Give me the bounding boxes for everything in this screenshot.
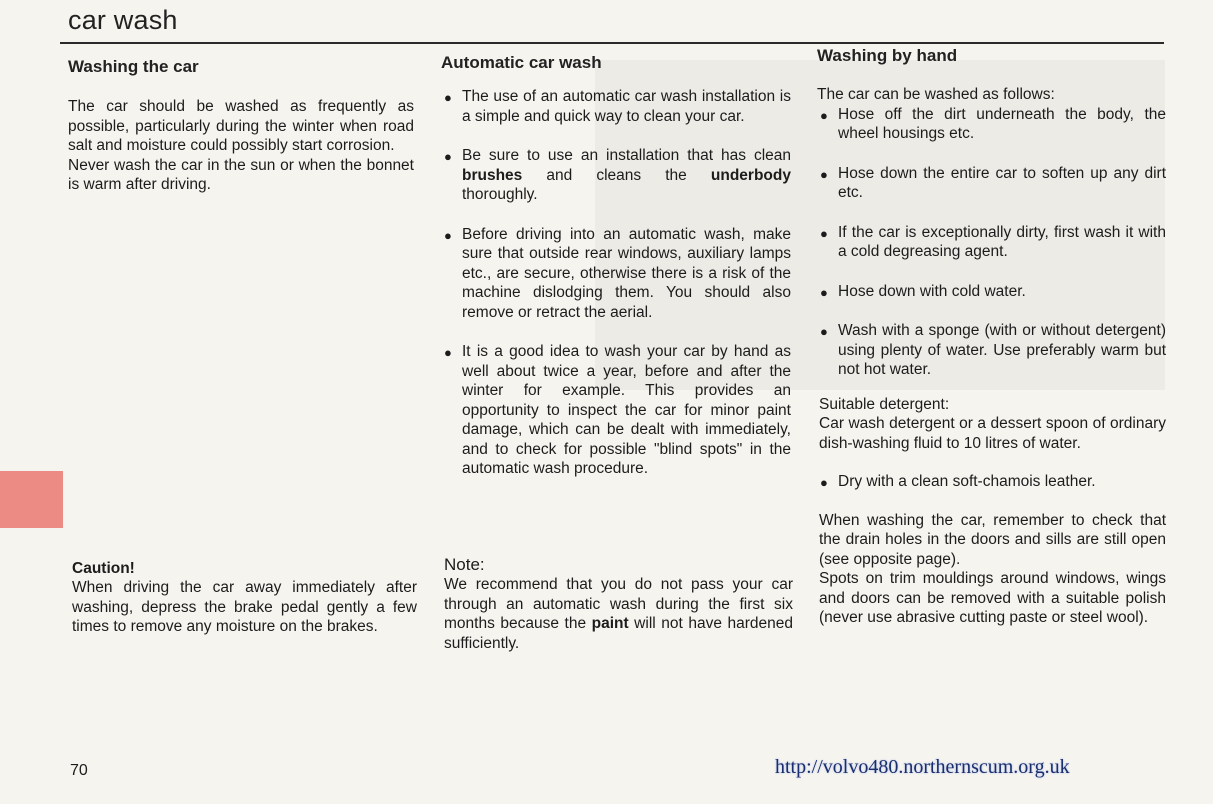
bullet-icon: ● <box>444 227 452 243</box>
bullet-icon: ● <box>820 107 828 123</box>
column-washing-by-hand <box>817 46 1166 628</box>
heading-automatic-car-wash: Automatic car wash <box>441 53 602 72</box>
bullet-icon: ● <box>820 475 828 490</box>
title-rule <box>60 42 1164 44</box>
section-marker-tab <box>0 471 63 528</box>
caution-text: When driving the car away immediately after washing, depress the brake pedal gently a few times to remove any moisture on the brakes. <box>72 579 417 635</box>
list-item <box>817 223 1166 262</box>
list-item <box>817 282 1166 302</box>
note-text <box>444 575 793 653</box>
note-block <box>444 555 793 653</box>
bullet-icon: ● <box>444 90 452 105</box>
list-item-text: The use of an automatic car wash installation is a simple and quick way to clean your car. <box>462 88 791 125</box>
bullet-icon: ● <box>444 149 452 164</box>
page-number: 70 <box>70 762 88 779</box>
note-heading: Note: <box>444 555 485 574</box>
caution-block <box>68 560 417 637</box>
bold-term-brushes: brushes <box>462 166 523 184</box>
bold-term-paint: paint <box>591 615 629 632</box>
note-text-part: will not have hardened sufficiently. <box>444 615 793 652</box>
washing-paragraph-2: Never wash the car in the sun or when the bonnet is warm after driving. <box>68 156 414 193</box>
caution-heading: Caution! <box>72 560 135 577</box>
list-item <box>817 105 1166 144</box>
bullet-icon: ● <box>820 284 828 300</box>
list-item <box>817 472 1166 492</box>
list-item-text: Be sure to use an installation that has clean <box>462 147 791 164</box>
list-item-text: thoroughly. <box>462 186 538 203</box>
heading-washing-the-car: Washing the car <box>68 57 199 76</box>
source-url-link[interactable]: http://volvo480.northernscum.org.uk <box>775 756 1070 778</box>
hand-wash-list <box>817 105 1166 380</box>
closing-paragraph-2: Spots on trim mouldings around windows, wings and doors can be removed with a suitable polish (never use abrasive cutting paste or steel wool). <box>819 570 1166 626</box>
list-item <box>817 164 1166 203</box>
bullet-icon: ● <box>820 225 828 241</box>
dry-list <box>817 472 1166 492</box>
list-item-text: If the car is exceptionally dirty, first wash it with a cold degreasing agent. <box>838 223 1166 260</box>
list-item-text: Dry with a clean soft-chamois leather. <box>838 473 1096 490</box>
list-item-text: Hose down with cold water. <box>838 282 1026 300</box>
list-item-text: Hose down the entire car to soften up any dirt etc. <box>838 164 1166 201</box>
detergent-text: Car wash detergent or a dessert spoon of ordinary dish-washing fluid to 10 litres of water. <box>819 415 1166 452</box>
bullet-icon: ● <box>820 324 828 339</box>
column-washing-the-car <box>68 57 414 195</box>
closing-paragraph-1: When washing the car, remember to check that the drain holes in the doors and sills are still open (see opposite page). <box>819 511 1166 568</box>
bold-term-underbody: underbody <box>710 166 791 184</box>
list-item-text: It is a good idea to wash your car by hand as well about twice a year, before and after the winter for example. This provides an opportunity to inspect the car for minor paint damage, which can be dealt with immediately, and to check for possible "blind spots" in the automatic wash procedure. <box>462 343 791 477</box>
detergent-heading: Suitable detergent: <box>819 395 950 413</box>
list-item-text: Hose off the dirt underneath the body, the wheel housings etc. <box>838 105 1166 142</box>
list-item <box>441 146 791 205</box>
page-title: car wash <box>68 5 178 35</box>
bullet-icon: ● <box>820 166 828 182</box>
list-item <box>817 321 1166 380</box>
automatic-wash-list <box>441 87 791 479</box>
list-item <box>441 87 791 126</box>
hand-wash-intro: The car can be washed as follows: <box>817 86 1055 103</box>
list-item <box>441 225 791 323</box>
bullet-icon: ● <box>444 345 452 360</box>
list-item-text: Before driving into an automatic wash, make sure that outside rear windows, auxiliary lamps etc., are secure, otherwise there is a risk of the machine dislodging them. You should also remove or retract the aerial. <box>462 225 791 321</box>
column-automatic-car-wash <box>441 53 791 479</box>
list-item <box>441 342 791 479</box>
washing-paragraph-1: The car should be washed as frequently as possible, particularly during the winter when road salt and moisture could possibly start corrosion. <box>68 98 414 154</box>
heading-washing-by-hand: Washing by hand <box>817 46 958 65</box>
list-item-text: Wash with a sponge (with or without detergent) using plenty of water. Use preferably warm but not hot water. <box>838 322 1166 378</box>
list-item-text: and cleans the <box>522 166 711 184</box>
note-text-part: We recommend that you do not pass your car through an automatic wash during the first six months because the <box>444 576 793 632</box>
